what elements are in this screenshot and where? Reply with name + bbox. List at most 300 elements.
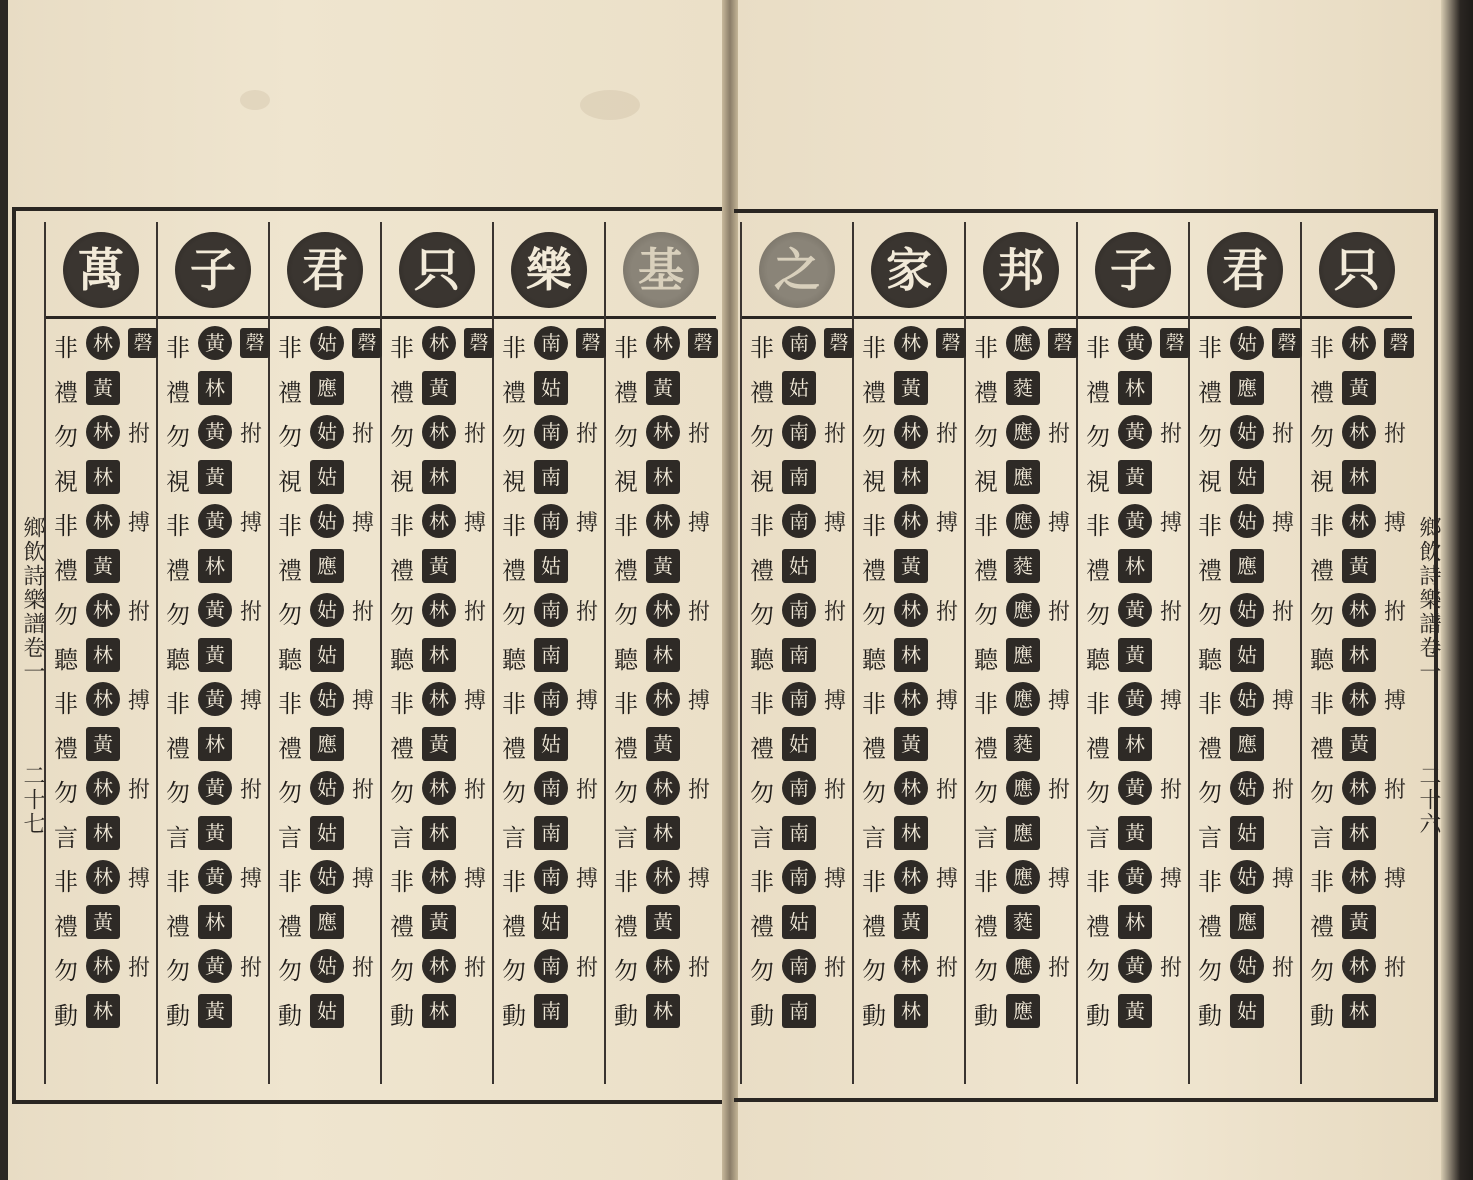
pitch-note: 林: [894, 593, 928, 627]
lyric-character: 勿: [1310, 957, 1334, 985]
score-row: [966, 945, 1076, 991]
pitch-note: 南: [782, 994, 816, 1028]
pitch-note: 姑: [310, 593, 344, 627]
lyric-character: 禮: [54, 378, 78, 407]
score-row: [158, 500, 268, 546]
lyric-character: 勿: [614, 423, 638, 451]
score-row: [854, 767, 964, 813]
score-row: [158, 634, 268, 680]
pitch-note: 黃: [422, 727, 456, 761]
lyric-character: 非: [974, 868, 998, 896]
pitch-note: 林: [894, 415, 928, 449]
lyric-character: 禮: [1086, 912, 1110, 941]
percussion-mark: 搏: [464, 867, 487, 892]
lyric-character: 非: [502, 334, 526, 362]
score-row: [1302, 411, 1412, 457]
score-row: [1190, 678, 1300, 724]
percussion-mark: 搏: [576, 511, 599, 536]
percussion-mark: 搏: [128, 689, 151, 714]
pitch-note: 蕤: [1006, 905, 1040, 939]
lyric-character: 言: [278, 823, 302, 852]
percussion-mark: 磬: [936, 328, 966, 358]
lyric-character: 言: [1198, 823, 1222, 852]
left-page-folio: 二十七: [20, 764, 45, 836]
pitch-note: 黃: [1342, 727, 1376, 761]
score-row: [382, 634, 492, 680]
pitch-note: 林: [86, 771, 120, 805]
score-row: [966, 901, 1076, 947]
score-column: [156, 222, 268, 1084]
score-row: [46, 589, 156, 635]
score-row: [1190, 767, 1300, 813]
lyric-character: 非: [614, 512, 638, 540]
pitch-note: 南: [782, 771, 816, 805]
percussion-mark: 拊: [240, 956, 263, 981]
percussion-mark: 拊: [128, 956, 151, 981]
lyric-character: 言: [390, 823, 414, 852]
percussion-mark: 拊: [1160, 600, 1183, 625]
percussion-mark: 磬: [1272, 328, 1302, 358]
score-row: [382, 500, 492, 546]
score-row: [966, 367, 1076, 413]
score-row: [270, 767, 380, 813]
head-separator: [854, 316, 964, 319]
percussion-mark: 拊: [128, 778, 151, 803]
pitch-note: 林: [86, 593, 120, 627]
lyric-character: 非: [502, 690, 526, 718]
score-row: [382, 589, 492, 635]
score-row: [270, 723, 380, 769]
head-separator: [270, 316, 380, 319]
percussion-mark: 拊: [352, 778, 375, 803]
score-row: [46, 812, 156, 858]
pitch-note: 林: [1342, 994, 1376, 1028]
lyric-character: 禮: [502, 378, 526, 407]
pitch-note: 應: [310, 371, 344, 405]
pitch-note: 林: [422, 460, 456, 494]
score-row: [606, 322, 716, 368]
lyric-character: 勿: [278, 957, 302, 985]
pitch-note: 應: [1006, 771, 1040, 805]
lyric-character: 禮: [278, 734, 302, 763]
lyric-character: 禮: [390, 378, 414, 407]
lyric-character: 勿: [502, 601, 526, 629]
lyric-character: 禮: [614, 378, 638, 407]
pitch-note: 黃: [198, 816, 232, 850]
percussion-mark: 拊: [128, 600, 151, 625]
percussion-mark: 拊: [464, 600, 487, 625]
score-row: [494, 812, 604, 858]
percussion-mark: 拊: [688, 956, 711, 981]
lyric-character: 禮: [54, 734, 78, 763]
pitch-note: 林: [646, 415, 680, 449]
lyric-character: 非: [974, 690, 998, 718]
pitch-note: 南: [534, 860, 568, 894]
head-separator: [158, 316, 268, 319]
score-row: [742, 856, 852, 902]
score-row: [1302, 678, 1412, 724]
lyric-character: 聽: [54, 645, 78, 674]
pitch-note: 姑: [310, 816, 344, 850]
pitch-note: 應: [1230, 905, 1264, 939]
lyric-character: 非: [1310, 868, 1334, 896]
lyric-character: 視: [54, 467, 78, 496]
score-row: [270, 589, 380, 635]
head-separator: [1078, 316, 1188, 319]
score-row: [1190, 589, 1300, 635]
score-row: [158, 589, 268, 635]
score-row: [854, 367, 964, 413]
percussion-mark: 搏: [240, 867, 263, 892]
head-separator: [46, 316, 156, 319]
pitch-note: 姑: [534, 371, 568, 405]
score-row: [382, 723, 492, 769]
lyric-character: 動: [278, 1001, 302, 1030]
score-row: [1078, 589, 1188, 635]
pitch-note: 應: [1006, 593, 1040, 627]
lyric-character: 非: [974, 334, 998, 362]
pitch-note: 林: [646, 326, 680, 360]
percussion-mark: 搏: [464, 511, 487, 536]
score-column: [380, 222, 492, 1084]
percussion-mark: 拊: [352, 956, 375, 981]
lyric-character: 非: [1086, 334, 1110, 362]
score-row: [1190, 812, 1300, 858]
percussion-mark: 拊: [1384, 600, 1407, 625]
pitch-note: 應: [1006, 460, 1040, 494]
lyric-character: 視: [974, 467, 998, 496]
right-page-margin-title: 鄉飲詩樂譜卷一: [1416, 516, 1441, 684]
pitch-note: 南: [782, 949, 816, 983]
score-row: [1190, 945, 1300, 991]
score-row: [46, 767, 156, 813]
percussion-mark: 搏: [1272, 511, 1295, 536]
pitch-note: 應: [1006, 682, 1040, 716]
lyric-character: 動: [502, 1001, 526, 1030]
percussion-mark: 拊: [1048, 778, 1071, 803]
score-row: [270, 678, 380, 724]
lyric-character: 勿: [614, 779, 638, 807]
pitch-note: 蕤: [1006, 727, 1040, 761]
pitch-note: 黃: [86, 727, 120, 761]
score-row: [1190, 500, 1300, 546]
score-row: [966, 322, 1076, 368]
score-row: [966, 456, 1076, 502]
lyric-character: 勿: [54, 779, 78, 807]
score-row: [158, 322, 268, 368]
percussion-mark: 拊: [576, 778, 599, 803]
score-row: [1078, 634, 1188, 680]
score-row: [854, 901, 964, 947]
score-row: [382, 322, 492, 368]
left-page-margin-title: 鄉飲詩樂譜卷一: [20, 516, 45, 684]
percussion-mark: 拊: [688, 778, 711, 803]
lyric-character: 言: [614, 823, 638, 852]
lyric-character: 禮: [278, 912, 302, 941]
lyric-character: 言: [54, 823, 78, 852]
score-row: [854, 411, 964, 457]
percussion-mark: 拊: [576, 600, 599, 625]
lyric-character: 禮: [1086, 734, 1110, 763]
pitch-note: 黃: [1118, 816, 1152, 850]
pitch-note: 黃: [646, 549, 680, 583]
pitch-note: 南: [534, 771, 568, 805]
lyric-character: 勿: [166, 779, 190, 807]
lyric-character: 禮: [862, 556, 886, 585]
pitch-note: 林: [1342, 949, 1376, 983]
percussion-mark: 拊: [240, 600, 263, 625]
score-row: [1078, 812, 1188, 858]
score-column: [1188, 222, 1300, 1084]
pitch-note: 林: [646, 682, 680, 716]
score-row: [742, 367, 852, 413]
percussion-mark: 拊: [1272, 422, 1295, 447]
lyric-head-character: 之: [759, 232, 835, 308]
lyric-character: 勿: [750, 423, 774, 451]
percussion-mark: 拊: [1384, 778, 1407, 803]
score-row: [966, 990, 1076, 1036]
pitch-note: 姑: [1230, 326, 1264, 360]
score-row: [158, 856, 268, 902]
score-column: [852, 222, 964, 1084]
pitch-note: 黃: [894, 371, 928, 405]
pitch-note: 姑: [1230, 638, 1264, 672]
pitch-note: 姑: [310, 460, 344, 494]
pitch-note: 姑: [1230, 415, 1264, 449]
pitch-note: 姑: [1230, 949, 1264, 983]
score-row: [606, 634, 716, 680]
score-row: [494, 367, 604, 413]
percussion-mark: 拊: [688, 422, 711, 447]
score-row: [158, 367, 268, 413]
pitch-note: 應: [1230, 371, 1264, 405]
pitch-note: 林: [646, 949, 680, 983]
lyric-character: 禮: [614, 912, 638, 941]
pitch-note: 黃: [198, 415, 232, 449]
percussion-mark: 搏: [936, 511, 959, 536]
pitch-note: 林: [1342, 504, 1376, 538]
score-row: [46, 456, 156, 502]
pitch-note: 林: [86, 682, 120, 716]
lyric-character: 勿: [390, 779, 414, 807]
lyric-character: 禮: [1086, 556, 1110, 585]
score-row: [854, 322, 964, 368]
lyric-head-character: 子: [1095, 232, 1171, 308]
pitch-note: 黃: [1118, 415, 1152, 449]
pitch-note: 黃: [198, 949, 232, 983]
lyric-character: 禮: [166, 912, 190, 941]
score-row: [1078, 767, 1188, 813]
lyric-character: 非: [862, 690, 886, 718]
lyric-character: 禮: [166, 556, 190, 585]
score-row: [1078, 545, 1188, 591]
pitch-note: 南: [534, 682, 568, 716]
score-row: [854, 945, 964, 991]
pitch-note: 應: [1006, 816, 1040, 850]
score-row: [46, 901, 156, 947]
lyric-head-character: 只: [399, 232, 475, 308]
lyric-character: 勿: [862, 957, 886, 985]
pitch-note: 林: [646, 638, 680, 672]
pitch-note: 林: [422, 504, 456, 538]
pitch-note: 黃: [1118, 994, 1152, 1028]
lyric-character: 勿: [54, 601, 78, 629]
score-row: [158, 901, 268, 947]
lyric-character: 動: [54, 1001, 78, 1030]
lyric-character: 勿: [278, 423, 302, 451]
lyric-character: 勿: [166, 423, 190, 451]
score-row: [966, 589, 1076, 635]
percussion-mark: 拊: [352, 422, 375, 447]
score-row: [742, 322, 852, 368]
pitch-note: 林: [198, 905, 232, 939]
pitch-note: 林: [1342, 638, 1376, 672]
pitch-note: 林: [894, 994, 928, 1028]
score-row: [606, 901, 716, 947]
lyric-head-character: 君: [1207, 232, 1283, 308]
head-separator: [382, 316, 492, 319]
pitch-note: 林: [86, 638, 120, 672]
score-row: [966, 723, 1076, 769]
pitch-note: 應: [310, 727, 344, 761]
score-row: [494, 634, 604, 680]
score-row: [1302, 367, 1412, 413]
pitch-note: 黃: [1342, 905, 1376, 939]
lyric-character: 勿: [1198, 423, 1222, 451]
score-row: [742, 901, 852, 947]
percussion-mark: 搏: [688, 689, 711, 714]
percussion-mark: 搏: [1384, 511, 1407, 536]
lyric-character: 非: [54, 512, 78, 540]
pitch-note: 姑: [782, 549, 816, 583]
score-row: [1078, 723, 1188, 769]
lyric-character: 禮: [502, 912, 526, 941]
pitch-note: 姑: [1230, 593, 1264, 627]
lyric-character: 禮: [390, 912, 414, 941]
score-row: [1190, 856, 1300, 902]
pitch-note: 黃: [198, 326, 232, 360]
score-row: [1302, 322, 1412, 368]
lyric-character: 勿: [1310, 423, 1334, 451]
score-row: [966, 545, 1076, 591]
pitch-note: 林: [422, 816, 456, 850]
pitch-note: 應: [1006, 415, 1040, 449]
score-row: [854, 545, 964, 591]
lyric-character: 禮: [166, 734, 190, 763]
score-row: [46, 856, 156, 902]
score-row: [494, 767, 604, 813]
score-row: [270, 411, 380, 457]
pitch-note: 姑: [782, 371, 816, 405]
lyric-character: 非: [278, 868, 302, 896]
lyric-character: 動: [1310, 1001, 1334, 1030]
pitch-note: 南: [534, 994, 568, 1028]
pitch-note: 黃: [894, 727, 928, 761]
percussion-mark: 拊: [576, 422, 599, 447]
percussion-mark: 搏: [688, 511, 711, 536]
score-row: [46, 945, 156, 991]
lyric-character: 言: [1310, 823, 1334, 852]
score-row: [158, 767, 268, 813]
score-column: [604, 222, 716, 1084]
lyric-character: 非: [54, 334, 78, 362]
percussion-mark: 拊: [464, 778, 487, 803]
score-row: [270, 367, 380, 413]
pitch-note: 林: [894, 460, 928, 494]
percussion-mark: 磬: [352, 328, 382, 358]
pitch-note: 黃: [86, 371, 120, 405]
score-row: [966, 812, 1076, 858]
lyric-character: 非: [390, 690, 414, 718]
score-row: [382, 901, 492, 947]
lyric-character: 勿: [750, 779, 774, 807]
lyric-character: 非: [614, 868, 638, 896]
lyric-head-character: 子: [175, 232, 251, 308]
percussion-mark: 拊: [1048, 956, 1071, 981]
percussion-mark: 拊: [128, 422, 151, 447]
lyric-character: 言: [974, 823, 998, 852]
pitch-note: 黃: [198, 460, 232, 494]
lyric-character: 動: [1198, 1001, 1222, 1030]
lyric-character: 聽: [278, 645, 302, 674]
lyric-character: 勿: [54, 957, 78, 985]
pitch-note: 林: [198, 371, 232, 405]
pitch-note: 林: [894, 816, 928, 850]
lyric-character: 勿: [1086, 957, 1110, 985]
score-row: [494, 901, 604, 947]
lyric-character: 禮: [974, 556, 998, 585]
lyric-character: 非: [1198, 334, 1222, 362]
lyric-character: 聽: [974, 645, 998, 674]
lyric-character: 禮: [750, 378, 774, 407]
lyric-character: 非: [1086, 868, 1110, 896]
pitch-note: 姑: [310, 860, 344, 894]
pitch-note: 黃: [86, 905, 120, 939]
score-row: [46, 322, 156, 368]
score-row: [494, 589, 604, 635]
score-row: [270, 812, 380, 858]
lyric-head-character: 邦: [983, 232, 1059, 308]
score-row: [382, 990, 492, 1036]
lyric-character: 非: [390, 334, 414, 362]
score-row: [46, 678, 156, 724]
score-column: [44, 222, 156, 1084]
pitch-note: 林: [86, 860, 120, 894]
pitch-note: 林: [86, 415, 120, 449]
pitch-note: 林: [646, 504, 680, 538]
lyric-head-character: 家: [871, 232, 947, 308]
percussion-mark: 拊: [936, 956, 959, 981]
lyric-character: 勿: [390, 957, 414, 985]
score-row: [1190, 322, 1300, 368]
lyric-character: 禮: [974, 378, 998, 407]
percussion-mark: 磬: [240, 328, 270, 358]
pitch-note: 應: [1230, 549, 1264, 583]
score-row: [1078, 678, 1188, 724]
pitch-note: 姑: [1230, 771, 1264, 805]
score-row: [1302, 634, 1412, 680]
score-row: [46, 500, 156, 546]
score-row: [494, 856, 604, 902]
pitch-note: 南: [782, 638, 816, 672]
percussion-mark: 拊: [1048, 422, 1071, 447]
score-row: [1190, 634, 1300, 680]
lyric-character: 禮: [1198, 378, 1222, 407]
percussion-mark: 搏: [688, 867, 711, 892]
pitch-note: 黃: [1118, 771, 1152, 805]
score-row: [1302, 812, 1412, 858]
percussion-mark: 搏: [936, 867, 959, 892]
